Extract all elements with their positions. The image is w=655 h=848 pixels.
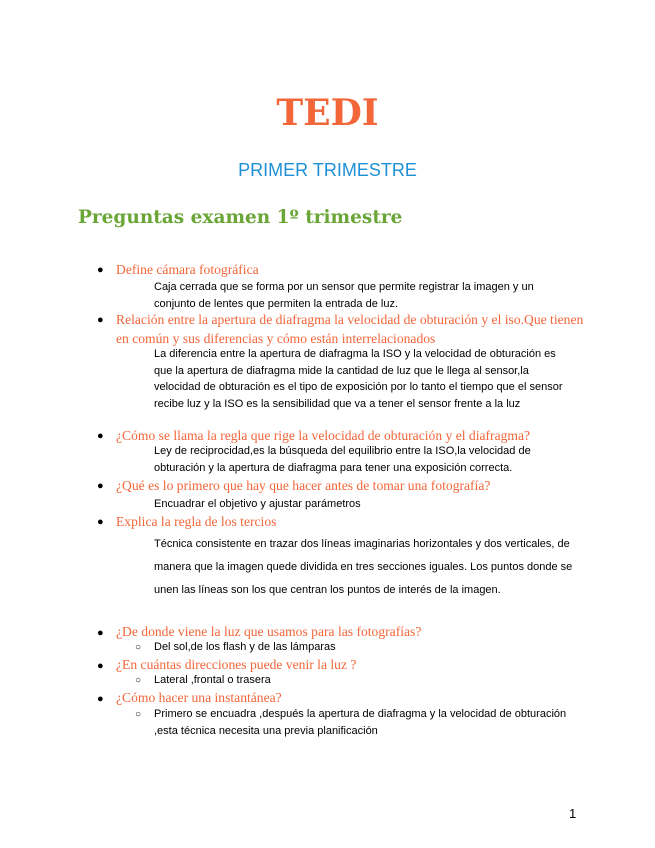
sub-bullet-icon: ○	[135, 642, 142, 653]
section-heading: Preguntas examen 1º trimestre	[78, 207, 403, 228]
question-5: Explica la regla de los tercios	[116, 514, 277, 529]
answer-3: Ley de reciprocidad,es la búsqueda del equilibrio entre la ISO,la velocidad de obturación y la apertura de diafragma para tener una exposición correcta.	[154, 445, 531, 474]
question-2: Relación entre la apertura de diafragma la velocidad de obturación y el iso.Que tienen en común y sus diferencias y cómo están interrelacionados	[116, 312, 584, 346]
bullet-icon: ●	[97, 660, 104, 672]
question-7: ¿En cuántas direcciones puede venir la luz ?	[116, 657, 357, 672]
question-1: Define cámara fotográfica	[116, 262, 259, 277]
answer-5: Técnica consistente en trazar dos líneas imaginarias horizontales y dos verticales, de manera que la imagen quede dividida en tres secciones iguales. Los puntos donde se unen las líneas son los que centran los puntos de interés de la imagen.	[154, 538, 573, 596]
answer-2: La diferencia entre la apertura de diafragma la ISO y la velocidad de obturación es que la apertura de diafragma mide la cantidad de luz que le llega al sensor,la velocidad de obturación es el tipo de exposición por lo tanto el tiempo que el sensor recibe luz y la ISO es la sensibilidad que va a tener el sensor frente a la luz	[154, 348, 563, 410]
sub-bullet-icon: ○	[135, 675, 142, 686]
bullet-icon: ●	[97, 480, 104, 492]
question-6: ¿De donde viene la luz que usamos para las fotografías?	[116, 624, 422, 639]
bullet-icon: ●	[97, 627, 104, 639]
answer-4: Encuadrar el objetivo y ajustar parámetros	[154, 498, 361, 510]
bullet-icon: ●	[97, 516, 104, 528]
document-subtitle: PRIMER TRIMESTRE	[238, 160, 417, 180]
bullet-icon: ●	[97, 264, 104, 276]
question-8: ¿Cómo hacer una instantánea?	[116, 690, 282, 705]
bullet-icon: ●	[97, 314, 104, 326]
page-number: 1	[569, 806, 577, 821]
answer-7: Lateral ,frontal o trasera	[154, 674, 271, 686]
answer-1: Caja cerrada que se forma por un sensor que permite registrar la imagen y un conjunto de lentes que permiten la entrada de luz.	[154, 281, 534, 310]
document-title: TEDI	[276, 92, 379, 134]
question-4: ¿Qué es lo primero que hay que hacer antes de tomar una fotografía?	[116, 478, 491, 493]
bullet-icon: ●	[97, 430, 104, 442]
answer-8: Primero se encuadra ,después la apertura de diafragma y la velocidad de obturación ,esta técnica necesita una previa planificación	[154, 708, 567, 737]
sub-bullet-icon: ○	[135, 709, 142, 720]
answer-6: Del sol,de los flash y de las lámparas	[154, 641, 336, 653]
bullet-icon: ●	[97, 693, 104, 705]
question-3: ¿Cómo se llama la regla que rige la velocidad de obturación y el diafragma?	[116, 428, 531, 443]
